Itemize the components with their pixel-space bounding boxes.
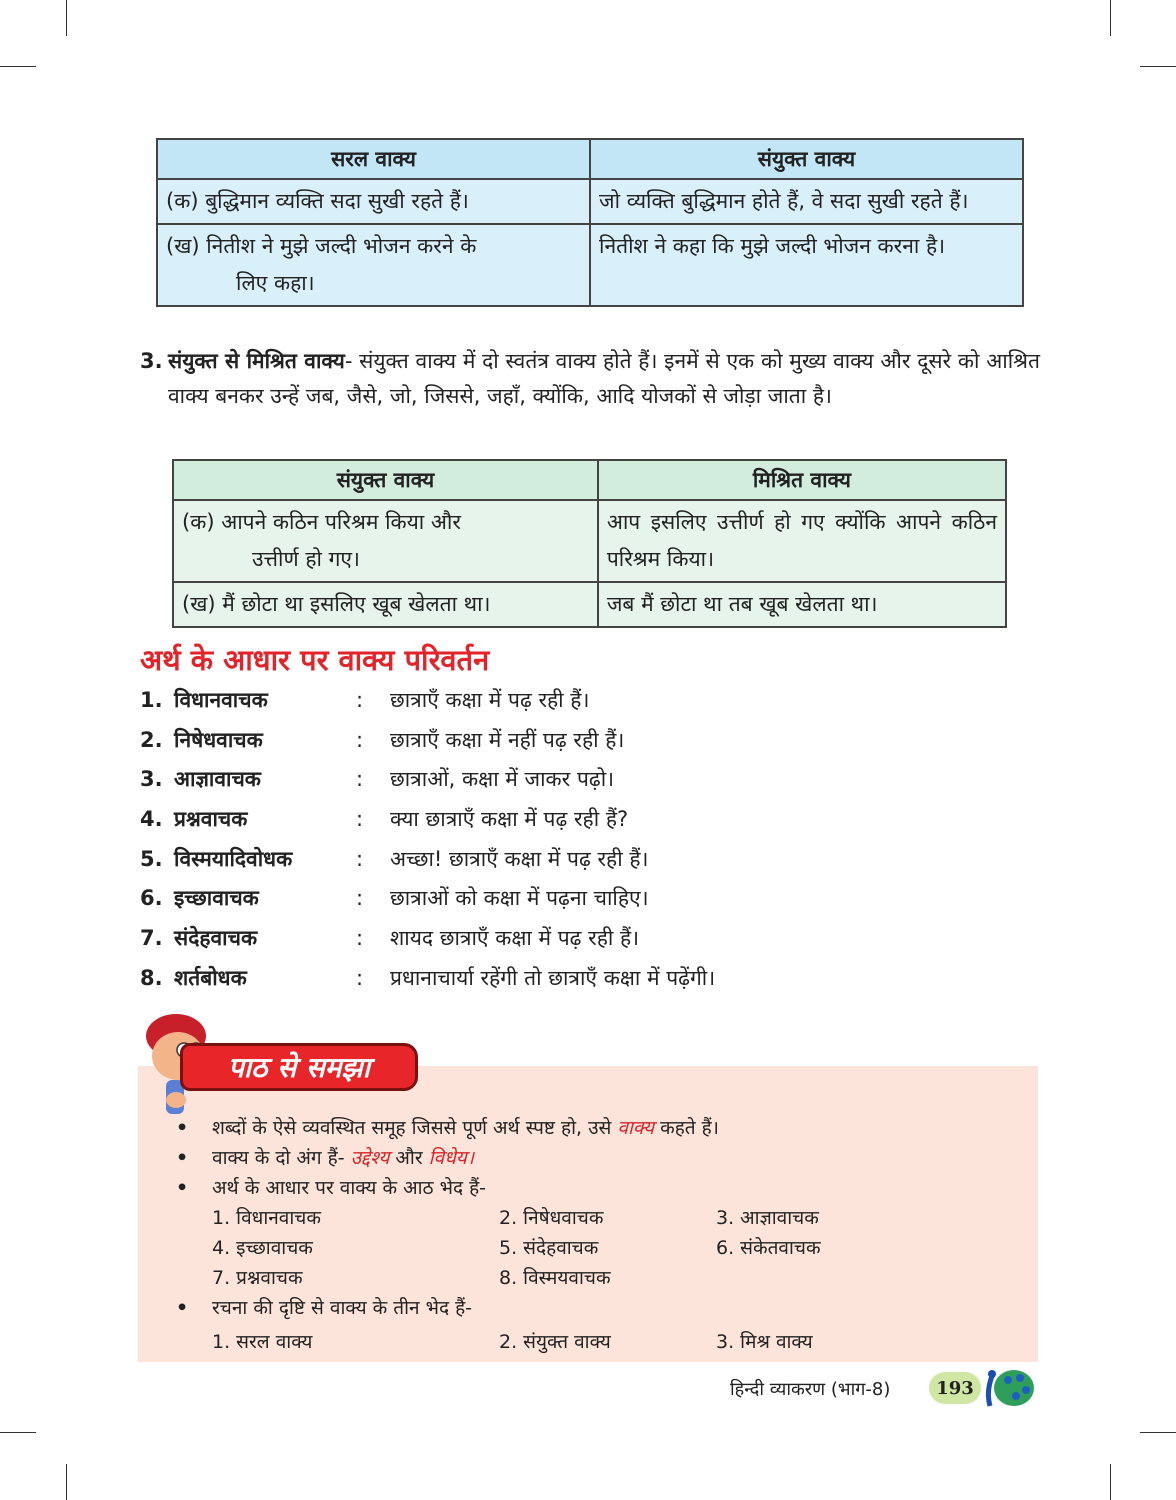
compound-complex-table — [172, 459, 1007, 628]
cell-text: (ख) नितीश ने मुझे जल्दी भोजन करने के — [166, 234, 477, 258]
table-cell: (ख) मैं छोटा था इसलिए खूब खेलता था। — [173, 582, 598, 627]
crop-mark — [1140, 66, 1176, 67]
type-item: 3. मिश्र वाक्य — [716, 1331, 813, 1353]
item-example: क्या छात्राएँ कक्षा में पढ़ रही हैं? — [390, 807, 629, 832]
item-term: प्रश्नवाचक — [174, 807, 248, 832]
tail-eye — [1012, 1392, 1020, 1400]
table-header: मिश्रित वाक्य — [598, 460, 1006, 500]
cell-text-continued: उत्तीर्ण हो गए। — [252, 547, 360, 571]
bullet-icon: • — [176, 1117, 189, 1139]
type-item: 2. संयुक्त वाक्य — [499, 1331, 611, 1353]
type-item: 6. संकेतवाचक — [716, 1237, 821, 1259]
table-cell: जो व्यक्ति बुद्धिमान होते हैं, वे सदा सुखी रहते हैं। — [590, 179, 1023, 224]
type-item: 2. निषेधवाचक — [499, 1207, 604, 1229]
type-item: 5. संदेहवाचक — [499, 1237, 599, 1259]
list-item — [140, 724, 1040, 764]
crop-mark — [0, 1432, 36, 1433]
item-number: 2. — [140, 727, 163, 752]
bullet-icon: • — [176, 1177, 189, 1199]
book-title: हिन्दी व्याकरण (भाग-8) — [730, 1379, 891, 1400]
section-heading: अर्थ के आधार पर वाक्य परिवर्तन — [140, 643, 490, 677]
table-cell — [157, 179, 590, 224]
type-item: 1. विधानवाचक — [212, 1207, 321, 1229]
type-item: 4. इच्छावाचक — [212, 1237, 313, 1259]
item-colon: : — [356, 688, 364, 712]
banner-title: पाठ से समझा — [228, 1051, 370, 1084]
list-item — [140, 922, 1040, 962]
item-number: 5. — [140, 846, 163, 871]
bullet-text: कहते हैं। — [654, 1117, 719, 1139]
table-header: संयुक्त वाक्य — [590, 139, 1023, 179]
section-number: 3. — [140, 349, 163, 373]
section-title: संयुक्त से मिश्रित वाक्य — [168, 349, 345, 373]
bullet-text: और — [389, 1147, 429, 1169]
table-header-row — [157, 139, 1023, 179]
item-colon: : — [356, 965, 364, 990]
hand-shape — [166, 1092, 186, 1108]
summary-bullet — [176, 1115, 719, 1141]
list-item — [140, 843, 1040, 883]
item-colon: : — [356, 807, 364, 832]
item-number: 7. — [140, 926, 163, 951]
type-grid-row — [212, 1205, 1012, 1233]
bullet-text: रचना की दृष्टि से वाक्य के तीन भेद हैं- — [212, 1297, 473, 1319]
item-term: विस्मयादिवोधक — [174, 846, 293, 871]
crop-mark — [66, 1464, 67, 1500]
type-item: 7. प्रश्नवाचक — [212, 1267, 303, 1289]
list-item — [140, 962, 1040, 1002]
table-row — [173, 500, 1006, 582]
section-text: - संयुक्त वाक्य में दो स्वतंत्र वाक्य होते हैं। इनमें से एक को मुख्य वाक्य और दूसरे को आश्रित वाक्य बनकर उन्हें जब, जैसे, जो, जिससे, जहाँ, क्योंकि, आदि योजकों से जोड़ा जाता है। — [168, 349, 1040, 408]
summary-bullet — [176, 1145, 474, 1171]
tail-eye — [1004, 1376, 1012, 1384]
item-number: 1. — [140, 688, 163, 712]
summary-bullet — [176, 1295, 472, 1321]
type-item: 1. सरल वाक्य — [212, 1331, 313, 1353]
cell-text-continued: लिए कहा। — [236, 271, 315, 295]
simple-compound-table — [156, 138, 1024, 307]
head-shape — [988, 1370, 996, 1378]
item-colon: : — [356, 767, 364, 792]
list-item — [140, 684, 1040, 724]
table-row — [157, 224, 1023, 306]
table-cell — [173, 500, 598, 582]
table-cell: आप इसलिए उत्तीर्ण हो गए क्योंकि आपने कठिन परिश्रम किया। — [598, 500, 1006, 582]
crop-mark — [0, 66, 36, 67]
table-header: संयुक्त वाक्य — [173, 460, 598, 500]
crop-mark — [1110, 1464, 1111, 1500]
summary-banner — [180, 1043, 418, 1091]
item-example: अच्छा! छात्राएँ कक्षा में पढ़ रही हैं। — [390, 846, 649, 871]
item-term: इच्छावाचक — [174, 886, 259, 911]
type-grid-row — [212, 1265, 1012, 1293]
item-number: 4. — [140, 807, 163, 832]
cell-text: (क) आपने कठिन परिश्रम किया और — [182, 510, 461, 534]
item-term: आज्ञावाचक — [174, 767, 261, 792]
table-row — [157, 179, 1023, 224]
list-item — [140, 803, 1040, 843]
crop-mark — [66, 0, 67, 36]
item-number: 6. — [140, 886, 163, 911]
highlight-term: वाक्य — [617, 1117, 655, 1139]
tail-eye — [1016, 1374, 1024, 1382]
item-term: संदेहवाचक — [174, 926, 258, 951]
item-colon: : — [356, 846, 364, 871]
section-body — [168, 344, 1040, 414]
summary-bullet — [176, 1175, 486, 1201]
list-item — [140, 763, 1040, 803]
table-row — [173, 582, 1006, 627]
neck-shape — [988, 1376, 992, 1406]
bullet-icon: • — [176, 1297, 189, 1319]
type-grid-row — [212, 1235, 1012, 1263]
table-cell: जब मैं छोटा था तब खूब खेलता था। — [598, 582, 1006, 627]
crop-mark — [1140, 1432, 1176, 1433]
item-number: 3. — [140, 767, 163, 792]
type-grid-row — [212, 1329, 1012, 1357]
item-number: 8. — [140, 965, 163, 990]
bullet-icon: • — [176, 1147, 189, 1169]
list-item — [140, 882, 1040, 922]
crop-mark — [1110, 0, 1111, 36]
type-item: 3. आज्ञावाचक — [716, 1207, 819, 1229]
bullet-text: शब्दों के ऐसे व्यवस्थित समूह जिससे पूर्ण अर्थ स्पष्ट हो, उसे — [212, 1117, 618, 1139]
highlight-term: उद्देश्य — [350, 1147, 390, 1169]
tail-eye — [1022, 1386, 1030, 1394]
item-term: निषेधवाचक — [174, 727, 263, 752]
item-colon: : — [356, 926, 364, 951]
type-item: 8. विस्मयवाचक — [499, 1267, 611, 1289]
item-example: छात्राओं को कक्षा में पढ़ना चाहिए। — [390, 886, 649, 911]
table-header-row — [173, 460, 1006, 500]
sentence-type-list — [140, 684, 1040, 1002]
item-example: शायद छात्राएँ कक्षा में पढ़ रही हैं। — [390, 926, 640, 951]
item-example: छात्राओं, कक्षा में जाकर पढ़ो। — [390, 767, 615, 792]
item-term: विधानवाचक — [174, 688, 268, 712]
page-number — [929, 1372, 981, 1404]
table-header: सरल वाक्य — [157, 139, 590, 179]
item-example: छात्राएँ कक्षा में पढ़ रही हैं। — [390, 688, 590, 712]
compound-to-complex-paragraph — [140, 344, 1040, 414]
page-number-text: 193 — [936, 1377, 974, 1399]
bullet-text: वाक्य के दो अंग हैं- — [212, 1147, 351, 1169]
item-example: प्रधानाचार्या रहेंगी तो छात्राएँ कक्षा में पढ़ेंगी। — [390, 965, 716, 990]
item-term: शर्तबोधक — [174, 965, 247, 990]
cell-text: (क) बुद्धिमान व्यक्ति सदा सुखी रहते हैं। — [166, 189, 469, 213]
table-cell — [157, 224, 590, 306]
item-example: छात्राएँ कक्षा में नहीं पढ़ रही हैं। — [390, 727, 625, 752]
item-colon: : — [356, 886, 364, 911]
highlight-term: विधेय। — [428, 1147, 475, 1169]
bullet-text: अर्थ के आधार पर वाक्य के आठ भेद हैं- — [212, 1177, 487, 1199]
table-cell: नितीश ने कहा कि मुझे जल्दी भोजन करना है। — [590, 224, 1023, 306]
peacock-icon — [976, 1362, 1036, 1412]
item-colon: : — [356, 727, 364, 752]
